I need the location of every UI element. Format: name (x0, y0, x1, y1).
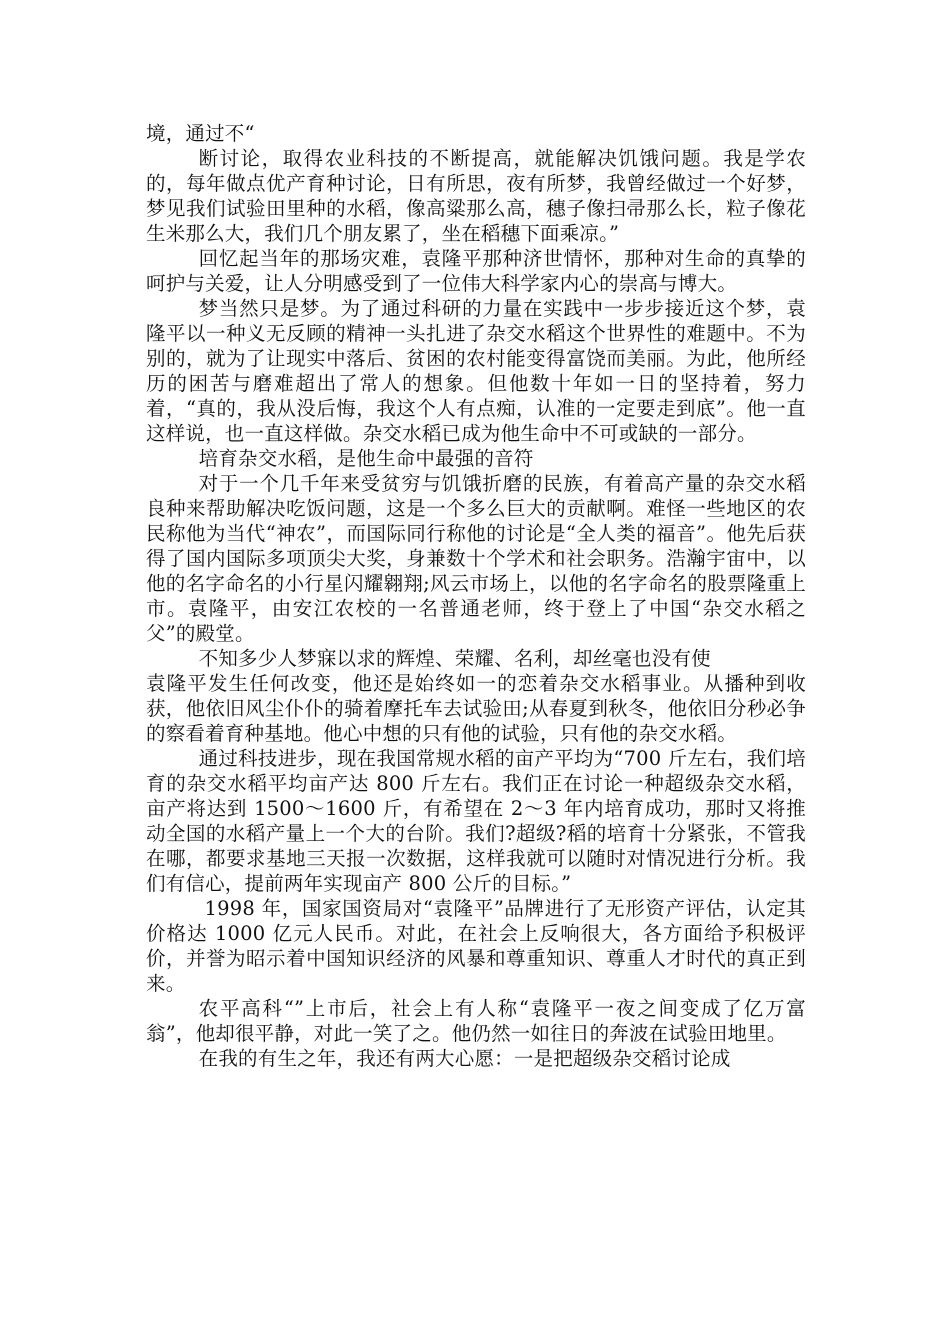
paragraph-6-start: 不知多少人梦寐以求的辉煌、荣耀、名利，却丝毫也没有使 (198, 647, 711, 670)
paragraph-4: 梦当然只是梦。为了通过科研的力量在实践中一步步接近这个梦，袁隆平以一种义无反顾的精神一头扎进了杂交水稻这个世界性的难题中。不为别的，就为了让现实中落后、贫困的农村能变得富饶而美丽。为此，他所经历的困苦与磨难超出了常人的想象。但他数十年如一日的坚持着，努力着，“真的，我从没后悔，我这个人有点痴，认准的一定要走到底”。他一直这样说，也一直这样做。杂交水稻已成为他生命中不可或缺的一部分。 (146, 297, 806, 445)
section-heading: 培育杂交水稻，是他生命中最强的音符 (198, 447, 534, 470)
paragraph-5: 对于一个几千年来受贫穷与饥饿折磨的民族，有着高产量的杂交水稻良种来帮助解决吃饭问题，这是一个多么巨大的贡献啊。难怪一些地区的农民称他为当代“神农”，而国际同行称他的讨论是“全人类的福音”。他先后获得了国内国际多项顶尖大奖，身兼数十个学术和社会职务。浩瀚宇宙中，以他的名字命名的小行星闪耀翱翔;风云市场上，以他的名字命名的股票隆重上市。袁隆平，由安江农校的一名普通老师，终于登上了中国“杂交水稻之父”的殿堂。 (146, 472, 806, 645)
paragraph-9: 农平高科“”上市后，社会上有人称“袁隆平一夜之间变成了亿万富翁”，他却很平静，对此一笑了之。他仍然一如往日的奔波在试验田地里。 (146, 997, 806, 1045)
document-body (146, 121, 806, 1071)
paragraph-2: 断讨论，取得农业科技的不断提高，就能解决饥饿问题。我是学农的，每年做点优产育种讨论，日有所思，夜有所梦，我曾经做过一个好梦，梦见我们试验田里种的水稻，像高粱那么高，穗子像扫帚那么长，粒子像花生米那么大，我们几个朋友累了，坐在稻穗下面乘凉。” (146, 147, 806, 245)
paragraph-7: 通过科技进步，现在我国常规水稻的亩产平均为“700 斤左右，我们培育的杂交水稻平均亩产达 800 斤左右。我们正在讨论一种超级杂交水稻，亩产将达到 1500～1600 斤，有希望在 2～3 年内培育成功，那时又将推动全国的水稻产量上一个大的台阶。我们?超级?稻的培育十分紧张，不管我在哪，都要求基地三天报一次数据，这样我就可以随时对情况进行分析。我们有信心，提前两年实现亩产 800 公斤的目标。” (146, 747, 806, 895)
paragraph-3: 回忆起当年的那场灾难，袁隆平那种济世情怀，那种对生命的真挚的呵护与关爱，让人分明感受到了一位伟大科学家内心的崇高与博大。 (146, 247, 806, 295)
paragraph-1: 境，通过不“ (146, 122, 255, 145)
paragraph-10: 在我的有生之年，我还有两大心愿：一是把超级杂交稻讨论成 (198, 1047, 731, 1070)
paragraph-8: 1998 年，国家国资局对“袁隆平”品牌进行了无形资产评估，认定其价格达 1000 亿元人民币。对此，在社会上反响很大，各方面给予积极评价，并誉为昭示着中国知识经济的风暴和尊重知识、尊重人才时代的真正到来。 (146, 897, 806, 995)
paragraph-6-continued: 袁隆平发生任何改变，他还是始终如一的恋着杂交水稻事业。从播种到收获，他依旧风尘仆仆的骑着摩托车去试验田;从春夏到秋冬，他依旧分秒必争的察看着育种基地。他心中想的只有他的试验，只有他的杂交水稻。 (146, 672, 806, 745)
